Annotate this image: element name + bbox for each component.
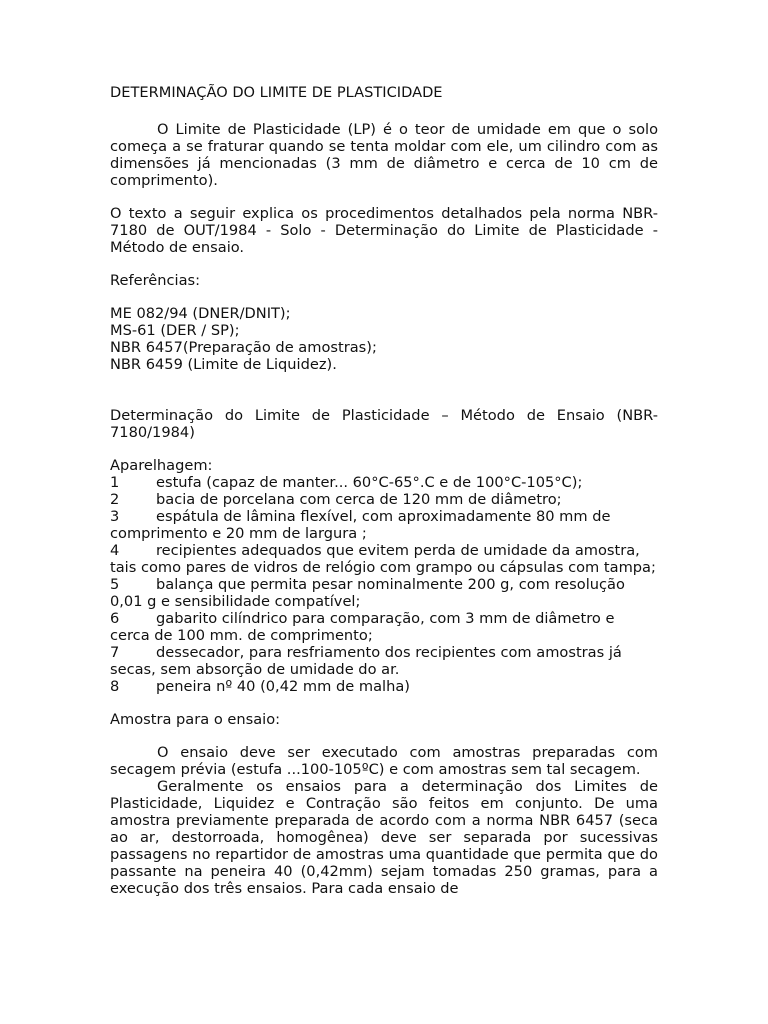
reference-item: NBR 6457(Preparação de amostras);: [110, 339, 377, 356]
apparatus-text: gabarito cilíndrico para comparação, com 3 mm de diâmetro e cerca de 100 mm. de comprimento;: [110, 610, 615, 644]
references-list: [110, 305, 658, 373]
document-title: DETERMINAÇÃO DO LIMITE DE PLASTICIDADE: [110, 84, 443, 101]
intro-paragraph: O Limite de Plasticidade (LP) é o teor de umidade em que o solo começa a se fraturar quando se tenta moldar com ele, um cilindro com as dimensões já mencionadas (3 mm de diâmetro e cerca de 10 cm de comprimento).: [110, 121, 658, 189]
apparatus-item: [110, 576, 658, 610]
apparatus-text: dessecador, para resfriamento dos recipientes com amostras já secas, sem absorção de umidade do ar.: [110, 644, 622, 678]
apparatus-item: [110, 678, 658, 695]
sample-paragraph-1: O ensaio deve ser executado com amostras preparadas com secagem prévia (estufa ...100-105ºC) e com amostras sem tal secagem.: [110, 744, 658, 778]
norm-paragraph: O texto a seguir explica os procedimentos detalhados pela norma NBR-7180 de OUT/1984 - Solo - Determinação do Limite de Plasticidade - Método de ensaio.: [110, 205, 658, 256]
apparatus-number: 7: [110, 644, 120, 661]
apparatus-text: recipientes adequados que evitem perda de umidade da amostra, tais como pares de vidros de relógio com grampo ou cápsulas com tampa;: [110, 542, 656, 576]
reference-item: ME 082/94 (DNER/DNIT);: [110, 305, 291, 322]
apparatus-number: 1: [110, 474, 120, 491]
apparatus-text: estufa (capaz de manter... 60°C-65°.C e de 100°C-105°C);: [156, 474, 583, 491]
apparatus-number: 6: [110, 610, 120, 627]
reference-item: NBR 6459 (Limite de Liquidez).: [110, 356, 337, 373]
apparatus-text: peneira nº 40 (0,42 mm de malha): [156, 678, 410, 695]
sample-paragraph-2: Geralmente os ensaios para a determinação dos Limites de Plasticidade, Liquidez e Contração são feitos em conjunto. De uma amostra previamente preparada de acordo com a norma NBR 6457 (seca ao ar, destorroada, homogênea) deve ser separada por sucessivas passagens no repartidor de amostras uma quantidade que permita que do passante na peneira 40 (0,42mm) sejam tomadas 250 gramas, para a execução dos três ensaios. Para cada ensaio de: [110, 778, 658, 897]
apparatus-number: 4: [110, 542, 120, 559]
apparatus-text: balança que permita pesar nominalmente 200 g, com resolução 0,01 g e sensibilidade compatível;: [110, 576, 625, 610]
method-title: Determinação do Limite de Plasticidade – Método de Ensaio (NBR-7180/1984): [110, 407, 658, 441]
apparatus-item: [110, 508, 658, 542]
apparatus-item: [110, 474, 658, 491]
apparatus-number: 5: [110, 576, 120, 593]
apparatus-text: espátula de lâmina flexível, com aproximadamente 80 mm de comprimento e 20 mm de largura ;: [110, 508, 611, 542]
apparatus-item: [110, 491, 658, 508]
apparatus-item: [110, 542, 658, 576]
apparatus-text: bacia de porcelana com cerca de 120 mm de diâmetro;: [156, 491, 562, 508]
apparatus-item: [110, 610, 658, 644]
apparatus-list: [110, 474, 658, 695]
apparatus-label: Aparelhagem:: [110, 457, 213, 474]
apparatus-number: 8: [110, 678, 120, 695]
sample-label: Amostra para o ensaio:: [110, 711, 281, 728]
apparatus-number: 2: [110, 491, 120, 508]
references-label: Referências:: [110, 272, 201, 289]
apparatus-number: 3: [110, 508, 120, 525]
apparatus-item: [110, 644, 658, 678]
reference-item: MS-61 (DER / SP);: [110, 322, 240, 339]
